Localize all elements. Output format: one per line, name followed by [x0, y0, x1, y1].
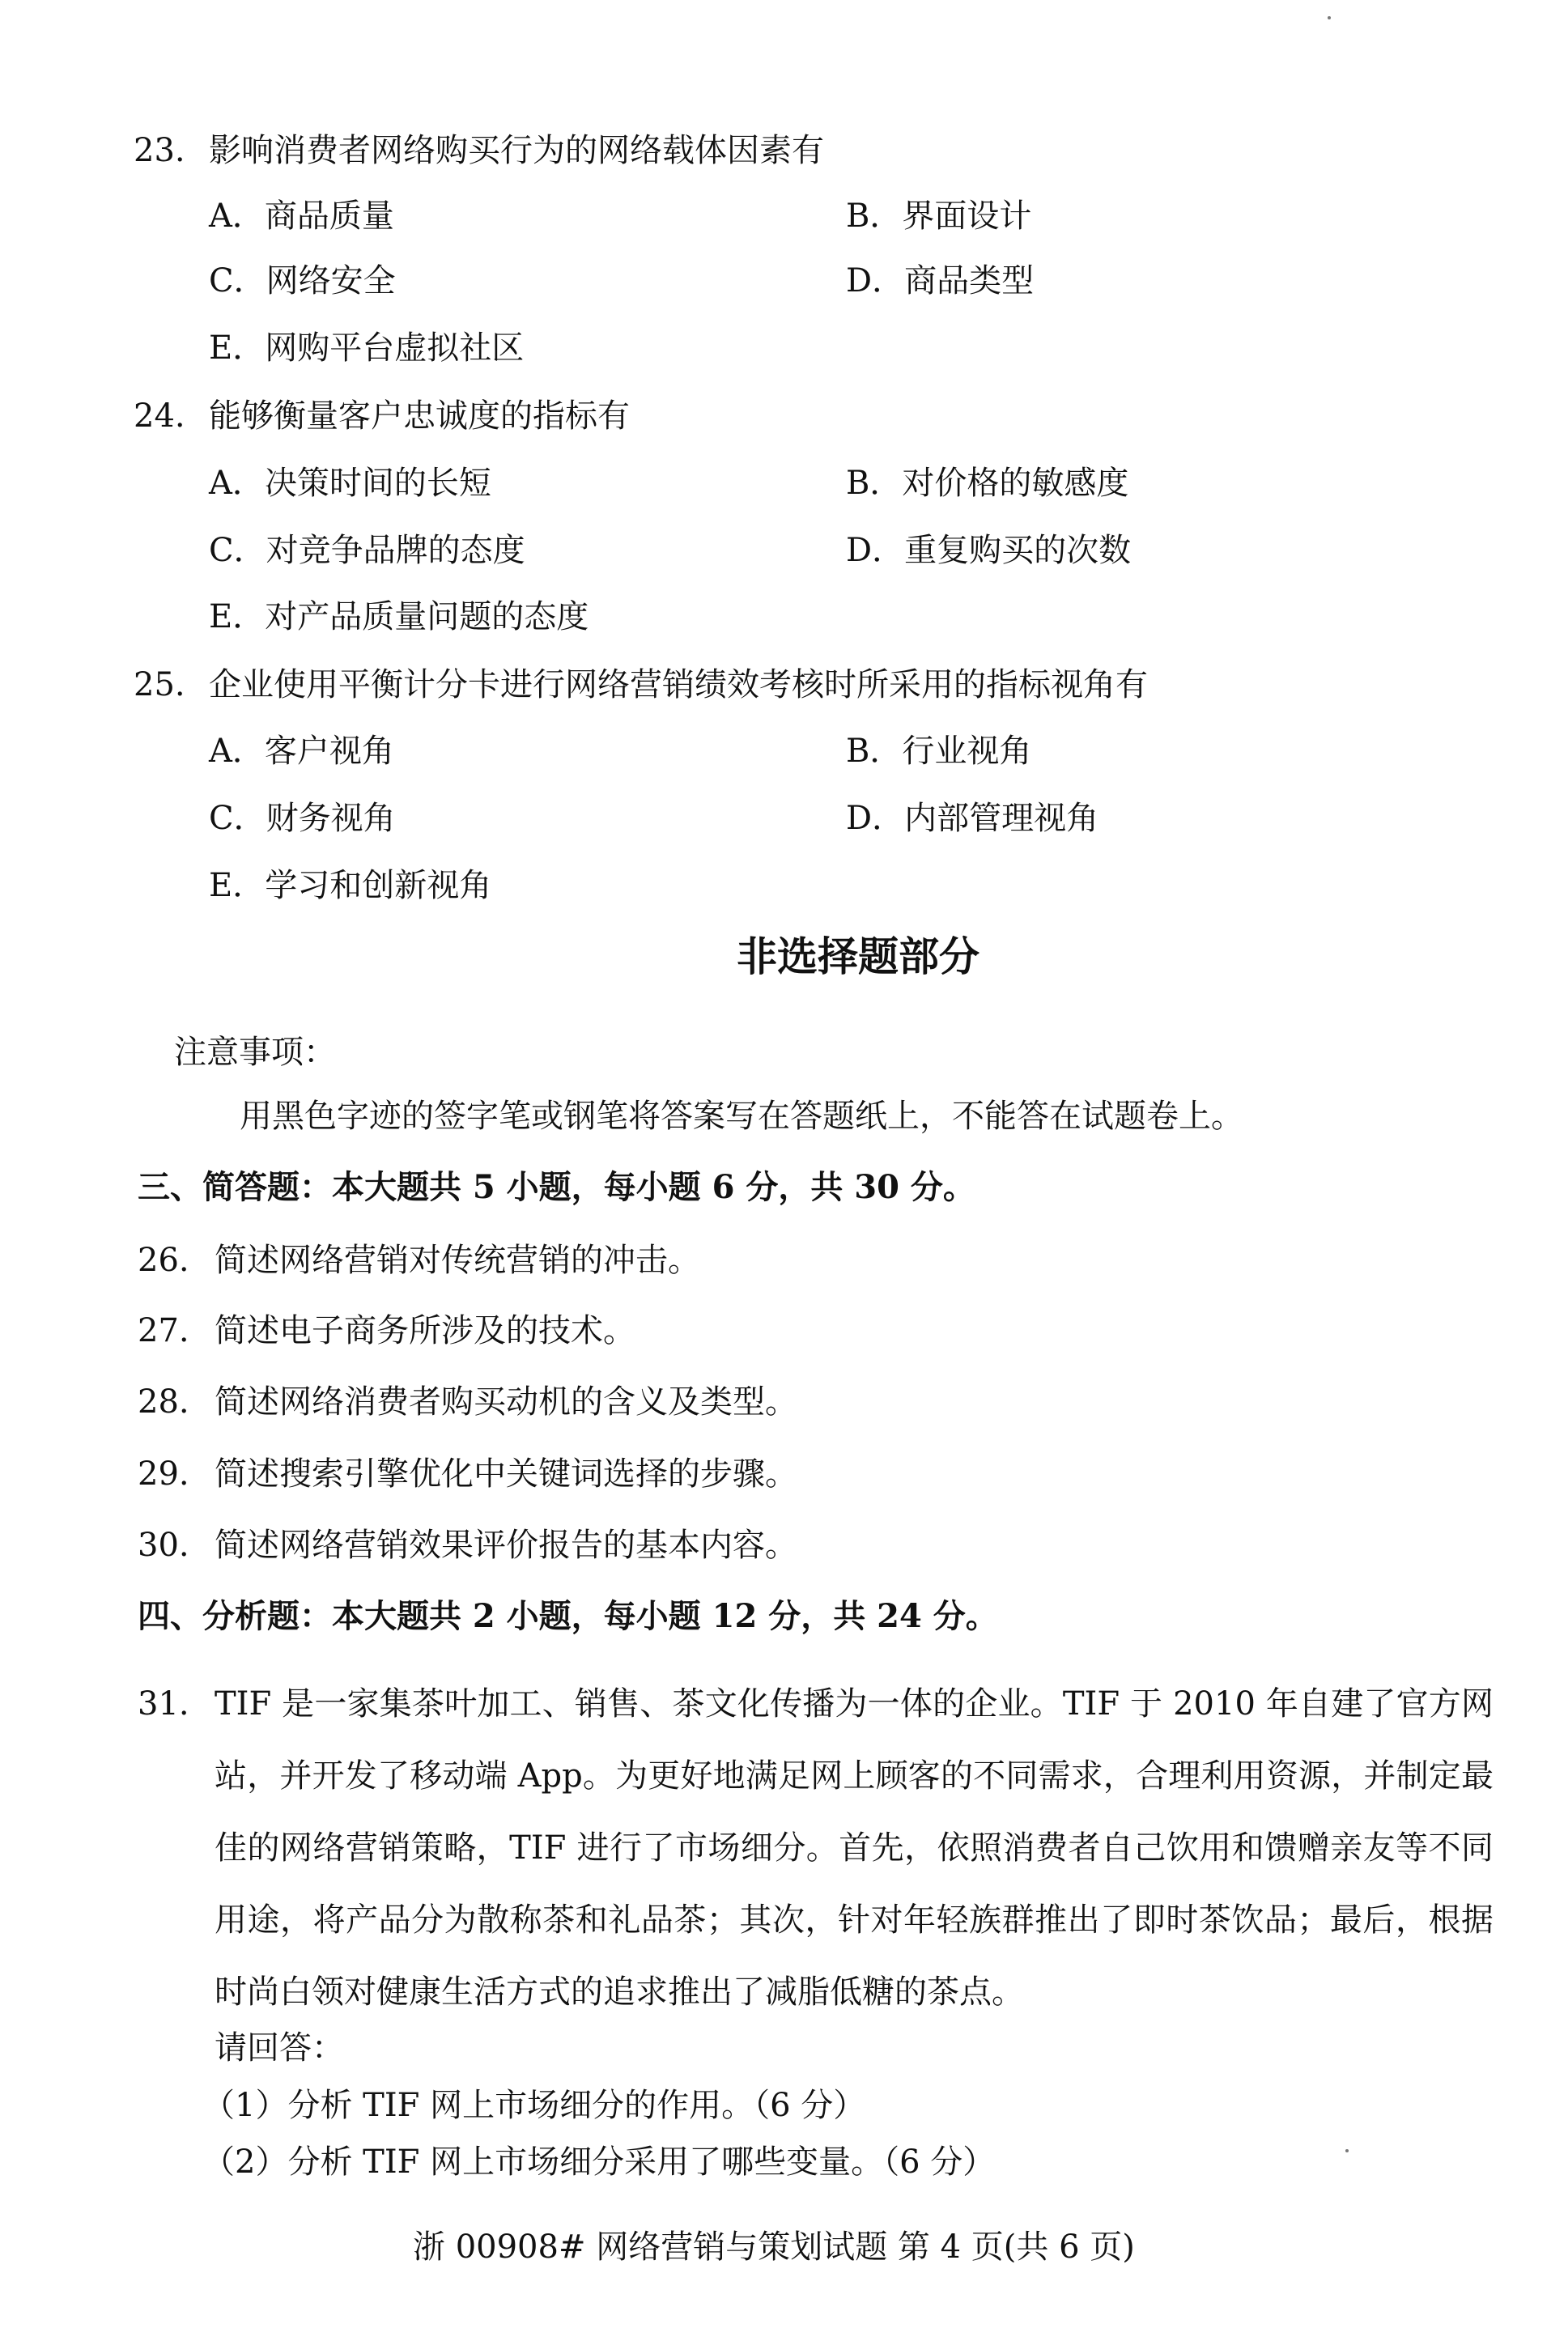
answer-prompt: 请回答： — [215, 2029, 344, 2067]
option-b: B．对价格的敏感度 — [846, 465, 1129, 502]
question-stem: 影响消费者网络购买行为的网络载体因素有 — [209, 132, 824, 169]
question-number: 24. — [134, 397, 185, 435]
question-number: 23. — [134, 132, 185, 169]
notice-label: 注意事项： — [174, 1034, 336, 1071]
section-heading: 三、简答题：本大题共 5 小题，每小题 6 分，共 30 分。 — [138, 1168, 975, 1206]
sub-question-1: （1）分析 TIF 网上市场细分的作用。（6 分） — [202, 2087, 866, 2124]
question-number: 30. — [138, 1527, 189, 1564]
page-footer: 浙 00908# 网络营销与策划试题 第 4 页(共 6 页) — [413, 2228, 1135, 2266]
question-number: 26. — [138, 1242, 189, 1279]
sub-question-2: （2）分析 TIF 网上市场细分采用了哪些变量。（6 分） — [202, 2143, 996, 2181]
option-b: B．行业视角 — [846, 733, 1032, 770]
case-paragraph: TIF 是一家集茶叶加工、销售、茶文化传播为一体的企业。TIF 于 2010 年自建了官方网站，并开发了移动端 App。为更好地满足网上顾客的不同需求，合理利用资源，并制定最佳的网络营销策略，TIF 进行了市场细分。首先，依照消费者自己饮用和馈赠亲友等不同用途，将产品分为散称茶和礼品茶；其次，针对年轻族群推出了即时茶饮品；最后，根据时尚白领对健康生活方式的追求推出了减脂低糖的茶点。 — [215, 1685, 1494, 2011]
option-e: E．网购平台虚拟社区 — [209, 329, 525, 367]
option-a: A．商品质量 — [209, 198, 394, 235]
question-stem: 企业使用平衡计分卡进行网络营销绩效考核时所采用的指标视角有 — [209, 666, 1148, 703]
option-e: E．学习和创新视角 — [209, 867, 492, 904]
option-b: B．界面设计 — [846, 198, 1032, 235]
option-a: A．客户视角 — [209, 733, 394, 770]
question-stem: 能够衡量客户忠诚度的指标有 — [209, 397, 630, 435]
question-number: 28. — [138, 1383, 189, 1421]
option-e: E．对产品质量问题的态度 — [209, 598, 589, 635]
question-text: 简述网络消费者购买动机的含义及类型。 — [215, 1383, 797, 1421]
option-d: D．商品类型 — [846, 262, 1035, 300]
question-text: 简述电子商务所涉及的技术。 — [215, 1312, 635, 1349]
option-c: C．网络安全 — [209, 262, 396, 300]
option-d: D．重复购买的次数 — [846, 532, 1132, 569]
scan-speck — [1328, 16, 1331, 19]
option-c: C．对竞争品牌的态度 — [209, 532, 525, 569]
question-number: 25. — [134, 666, 185, 703]
question-text: 简述搜索引擎优化中关键词选择的步骤。 — [215, 1455, 797, 1493]
question-text: 简述网络营销对传统营销的冲击。 — [215, 1242, 700, 1279]
option-d: D．内部管理视角 — [846, 800, 1099, 837]
option-c: C．财务视角 — [209, 800, 396, 837]
option-a: A．决策时间的长短 — [209, 465, 491, 502]
question-text: 简述网络营销效果评价报告的基本内容。 — [215, 1527, 797, 1564]
scan-speck — [1345, 2149, 1349, 2152]
section-heading: 四、分析题：本大题共 2 小题，每小题 12 分，共 24 分。 — [138, 1597, 998, 1635]
section-title: 非选择题部分 — [737, 933, 979, 980]
question-number: 27. — [138, 1312, 189, 1349]
question-number: 29. — [138, 1455, 189, 1493]
question-number: 31. — [138, 1685, 189, 1723]
notice-text: 用黑色字迹的签字笔或钢笔将答案写在答题纸上，不能答在试题卷上。 — [240, 1098, 1243, 1135]
